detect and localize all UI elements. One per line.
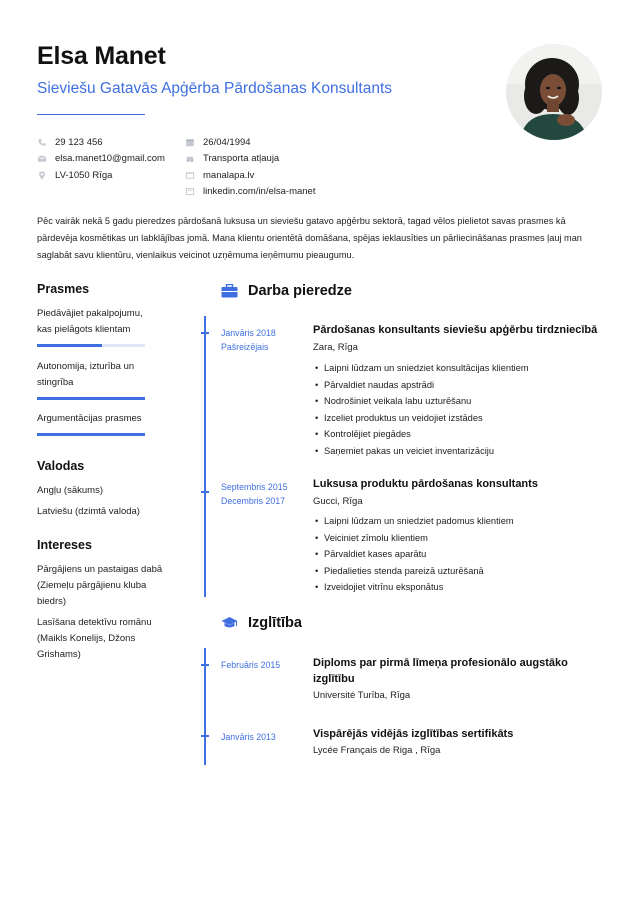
timeline-marker bbox=[201, 735, 209, 737]
job-title: Luksusa produktu pārdošanas konsultants bbox=[313, 478, 538, 490]
timeline-marker bbox=[201, 491, 209, 493]
graduation-cap-icon bbox=[221, 616, 238, 630]
skill-label: Argumentācijas prasmes bbox=[37, 413, 142, 424]
job-company: Zara, Rīga bbox=[313, 342, 358, 353]
contact-left bbox=[37, 134, 165, 184]
job-duty: • Kontrolējiet piegādes bbox=[313, 426, 529, 443]
language-item: Angļu (sākums) bbox=[37, 485, 103, 496]
phone-icon bbox=[37, 138, 47, 147]
skill-label: Piedāvājiet pakalpojumu, kas pielāgots klientam bbox=[37, 308, 143, 335]
title-divider bbox=[37, 114, 145, 115]
interests-heading: Intereses bbox=[37, 538, 92, 552]
education-heading bbox=[221, 615, 302, 631]
job-duty: • Izceliet produktus un veidojiet izstādes bbox=[313, 410, 529, 427]
interest-item: Pārgājiens un pastaigas dabā (Ziemeļu pārgājienu kluba biedrs) bbox=[37, 564, 163, 607]
education-date: Janvāris 2013 bbox=[221, 732, 276, 742]
language-item: Latviešu (dzimtā valoda) bbox=[37, 506, 140, 517]
contact-right bbox=[185, 134, 315, 200]
candidate-name: Elsa Manet bbox=[37, 42, 166, 70]
profile-photo bbox=[506, 44, 602, 140]
experience-heading-text: Darba pieredze bbox=[248, 283, 352, 299]
school-name: Lycée Français de Riga , Rīga bbox=[313, 745, 441, 756]
timeline-marker bbox=[201, 332, 209, 334]
contact-address bbox=[37, 167, 165, 184]
contact-phone bbox=[37, 134, 165, 151]
contact-text: 29 123 456 bbox=[55, 136, 103, 148]
email-icon bbox=[37, 154, 47, 163]
contact-email bbox=[37, 151, 165, 168]
languages-heading: Valodas bbox=[37, 459, 85, 473]
contact-text[interactable]: manalapa.lv bbox=[203, 169, 255, 181]
skill-label: Autonomija, izturība un stingrība bbox=[37, 361, 135, 388]
job-duty: • Saņemiet pakas un veiciet inventarizāciju bbox=[313, 443, 529, 460]
job-dates bbox=[221, 480, 288, 508]
contact-driving-license bbox=[185, 151, 315, 168]
job-company: Gucci, Rīga bbox=[313, 496, 363, 507]
contact-text: 26/04/1994 bbox=[203, 136, 251, 148]
skill-bar-fill bbox=[37, 397, 145, 400]
degree-title: Diploms par pirmā līmeņa profesionālo augstāko izglītību bbox=[313, 657, 568, 685]
link-icon bbox=[185, 171, 195, 180]
job-duty: • Piedalieties stenda pareizā uzturēšanā bbox=[313, 563, 514, 580]
calendar-icon bbox=[185, 138, 195, 147]
car-icon bbox=[185, 154, 195, 163]
contact-text: Transporta atļauja bbox=[203, 153, 280, 165]
contact-text[interactable]: linkedin.com/in/elsa-manet bbox=[203, 186, 316, 198]
job-duty: • Izveidojiet vitrīnu eksponātus bbox=[313, 579, 514, 596]
profile-summary: Pēc vairāk nekā 5 gadu pieredzes pārdošanā luksusa un sieviešu gatavo apģērbu sektorā, tagad vēlos pielietot savas prasmes kā pārdevēja kosmētikas un labklājības jomā. Mana klientu orientētā domāšana, spējas ieklausīties un pārliecināšanas prasmes ļauj man saglabāt savu klientūru, vienlaikus veicinot uzņēmuma ieņēmumu pieaugumu. bbox=[37, 216, 582, 260]
job-duty: • Laipni lūdzam un sniedziet konsultācijas klientiem bbox=[313, 360, 529, 377]
job-dates bbox=[221, 326, 276, 354]
job-date-start: Janvāris 2018 bbox=[221, 328, 276, 338]
job-title: Sieviešu Gatavās Apģērba Pārdošanas Konsultants bbox=[37, 80, 393, 97]
contact-website[interactable] bbox=[185, 167, 315, 184]
job-date-end: Pašreizējais bbox=[221, 342, 269, 352]
contact-text: LV-1050 Rīga bbox=[55, 169, 113, 181]
job-duties bbox=[313, 513, 514, 596]
briefcase-icon bbox=[221, 284, 238, 298]
experience-timeline bbox=[204, 316, 206, 597]
contact-birthdate bbox=[185, 134, 315, 151]
job-date-start: Septembris 2015 bbox=[221, 482, 288, 492]
degree-title: Vispārējās vidējās izglītības sertifikāts bbox=[313, 728, 514, 740]
contact-text: elsa.manet10@gmail.com bbox=[55, 153, 165, 165]
job-date-end: Decembris 2017 bbox=[221, 496, 286, 506]
education-date: Februāris 2015 bbox=[221, 660, 281, 670]
linkedin-icon bbox=[185, 187, 195, 196]
timeline-marker bbox=[201, 664, 209, 666]
location-icon bbox=[37, 171, 47, 180]
job-duty: • Pārvaldiet kases aparātu bbox=[313, 546, 514, 563]
skill-bar bbox=[37, 344, 145, 347]
school-name: Université Turība, Rīga bbox=[313, 690, 411, 701]
experience-heading bbox=[221, 283, 352, 299]
job-duty: • Laipni lūdzam un sniedziet padomus klientiem bbox=[313, 513, 514, 530]
job-duties bbox=[313, 360, 529, 460]
education-heading-text: Izglītība bbox=[248, 615, 302, 631]
skill-bar bbox=[37, 397, 145, 400]
interest-item: Lasīšana detektīvu romānu (Maikls Konelijs, Džons Grishams) bbox=[37, 617, 152, 660]
skills-heading: Prasmes bbox=[37, 282, 90, 296]
skill-bar-fill bbox=[37, 344, 102, 347]
skill-bar-fill bbox=[37, 433, 145, 436]
job-duty: • Nodrošiniet veikala labu uzturēšanu bbox=[313, 393, 529, 410]
contact-linkedin[interactable] bbox=[185, 184, 315, 201]
job-title: Pārdošanas konsultants sieviešu apģērbu tirdzniecībā bbox=[313, 324, 598, 336]
job-duty: • Pārvaldiet naudas apstrādi bbox=[313, 377, 529, 394]
skill-bar bbox=[37, 433, 145, 436]
job-duty: • Veiciniet zīmolu klientiem bbox=[313, 530, 514, 547]
